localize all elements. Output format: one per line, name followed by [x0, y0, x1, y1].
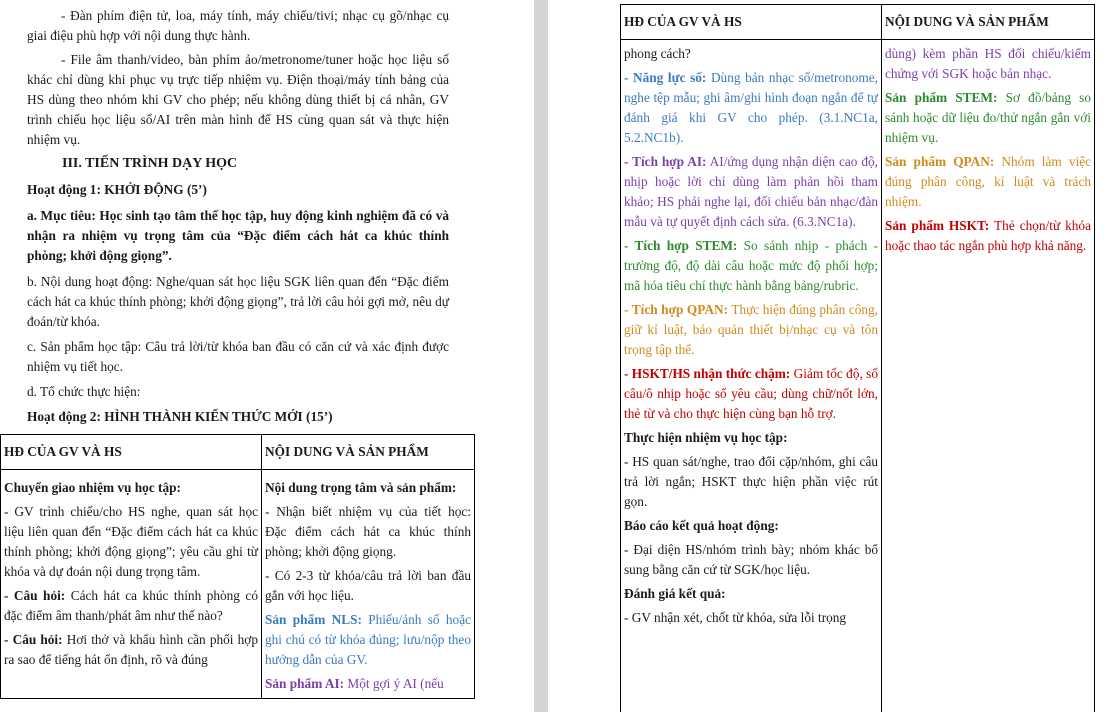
keywords-text: - Có 2-3 từ khóa/câu trả lời ban đầu gắn với học liệu. [265, 568, 471, 603]
focus-text: - Nhận biết nhiệm vụ của tiết học: Đặc điểm cách hát ca khúc thính phòng; khởi động giọng. [265, 504, 471, 559]
report-label: Báo cáo kết quả hoạt động: [624, 518, 779, 533]
content-cell [882, 40, 1095, 712]
organization-label: d. Tổ chức thực hiện: [27, 384, 141, 399]
document-page-left [0, 0, 534, 712]
qpan-integration: - Tích hợp QPAN: Thực hiện đúng phân công, giữ kỉ luật, bảo quản thiết bị/nhạc cụ và tôn trọng tập thể. [624, 302, 878, 357]
continued-text: phong cách? [624, 46, 691, 61]
evaluation-label: Đánh giá kết quả: [624, 586, 726, 601]
product-paragraph: c. Sản phẩm học tập: Câu trả lời/từ khóa ban đầu có căn cứ và xác định được nhiệm vụ tiết học. [27, 339, 449, 374]
document-page-right [548, 0, 1106, 712]
activity-table-left [0, 434, 475, 699]
ai-product: Sản phẩm AI: Một gợi ý AI (nếu [265, 676, 444, 691]
nls-product: Sản phẩm NLS: Phiếu/ảnh số hoặc ghi chú có từ khóa đúng; lưu/nộp theo hướng dẫn của GV. [265, 612, 471, 667]
activity1-title: Hoạt động 1: KHỞI ĐỘNG (5’) [27, 182, 207, 197]
activity2-title: Hoạt động 2: HÌNH THÀNH KIẾN THỨC MỚI (15’) [27, 409, 333, 424]
focus-label: Nội dung trọng tâm và sản phẩm: [265, 480, 457, 495]
ai-product-continued: dùng) kèm phần HS đối chiếu/kiểm chứng với SGK hoặc bản nhạc. [885, 46, 1091, 81]
content-cell [262, 470, 475, 699]
stem-product: Sản phẩm STEM: Sơ đồ/bảng so sánh hoặc dữ liệu đo/thử ngắn gắn với nhiệm vụ. [885, 90, 1091, 145]
objective-paragraph: a. Mục tiêu: Học sinh tạo tâm thế học tập, huy động kinh nghiệm đã có và nhận ra nhiệm vụ trọng tâm của “Đặc điểm cách hát ca khúc thính phòng; khởi động giọng”. [27, 208, 449, 263]
question-2: - Câu hỏi: Hơi thở và khẩu hình cần phối hợp ra sao để tiếng hát ổn định, rõ và đúng [4, 632, 258, 667]
task-label: Chuyển giao nhiệm vụ học tập: [4, 480, 181, 495]
hskt-support: - HSKT/HS nhận thức chậm: Giảm tốc độ, số câu/ô nhịp hoặc số yêu cầu; dùng chữ/nốt lớn, thẻ từ và cho thực hiện cùng bạn hỗ trợ. [624, 366, 878, 421]
activity-content-paragraph: b. Nội dung hoạt động: Nghe/quan sát học liệu SGK liên quan đến “Đặc điểm cách hát ca khúc thính phòng; khởi động giọng”, trả lời câu hỏi gợi mở, nêu dự đoán/từ khóa. [27, 274, 449, 329]
hskt-product: Sản phẩm HSKT: Thẻ chọn/từ khóa hoặc thao tác ngắn phù hợp khả năng. [885, 218, 1091, 253]
ai-integration: - Tích hợp AI: AI/ứng dụng nhận diện cao độ, nhịp hoặc lời chỉ dùng làm phản hồi tham khảo; HS phải nghe lại, đối chiếu bản nhạc/đàn mẫu và tự quyết định cách sửa. (6.3.NC1a). [624, 154, 878, 229]
digital-competence: - Năng lực số: Dùng bản nhạc số/metronome, nghe tệp mẫu; ghi âm/ghi hình đoạn ngắn để tự đánh giá khi GV cho phép. (3.1.NC1a, 5.2.NC1b). [624, 70, 878, 145]
question-1: - Câu hỏi: Cách hát ca khúc thính phòng có đặc điểm âm thanh/phát âm như thế nào? [4, 588, 258, 623]
digital-resources-paragraph: - File âm thanh/video, bàn phím ảo/metronome/tuner hoặc học liệu số khác chỉ dùng khi phục vụ trực tiếp nhiệm vụ. Điện thoại/máy tính bảng của HS dùng theo nhóm khi GV cho phép; nếu không dùng thiết bị cá nhân, GV trình chiếu học liệu số/AI trên màn hình để HS cùng quan sát và thực hiện nhiệm vụ. [27, 52, 449, 147]
table-header-content: NỘI DUNG VÀ SẢN PHẨM [262, 435, 475, 470]
perform-text: - HS quan sát/nghe, trao đổi cặp/nhóm, ghi câu trả lời ngắn; HSKT thực hiện phần việc rút gọn. [624, 454, 878, 509]
page-gutter [534, 0, 548, 712]
equipment-paragraph: - Đàn phím điện tử, loa, máy tính, máy chiếu/tivi; nhạc cụ gõ/nhạc cụ giai điệu phù hợp với nội dung thực hành. [27, 8, 449, 43]
qpan-product: Sản phẩm QPAN: Nhóm làm việc đúng phân công, kỉ luật và trách nhiệm. [885, 154, 1091, 209]
task-text: - GV trình chiếu/cho HS nghe, quan sát học liệu liên quan đến “Đặc điểm cách hát ca khúc thính phòng; khởi động giọng”; yêu cầu ghi từ khóa và dự đoán nội dung trọng tâm. [4, 504, 258, 579]
activity-table-right [620, 4, 1095, 712]
activities-cell [1, 470, 262, 699]
table-header-content: NỘI DUNG VÀ SẢN PHẨM [882, 5, 1095, 40]
table-header-activities: HĐ CỦA GV VÀ HS [1, 435, 262, 470]
perform-label: Thực hiện nhiệm vụ học tập: [624, 430, 788, 445]
stem-integration: - Tích hợp STEM: So sánh nhịp - phách - trường độ, độ dài câu hoặc mức độ phối hợp; mã hóa tiêu chí thực hành bằng bảng/rubric. [624, 238, 878, 293]
evaluation-text: - GV nhận xét, chốt từ khóa, sửa lỗi trọng [624, 610, 847, 625]
report-text: - Đại diện HS/nhóm trình bày; nhóm khác bổ sung bằng căn cứ từ SGK/học liệu. [624, 542, 878, 577]
section-heading: III. TIẾN TRÌNH DẠY HỌC [62, 156, 238, 171]
table-header-activities: HĐ CỦA GV VÀ HS [621, 5, 882, 40]
activities-cell [621, 40, 882, 712]
